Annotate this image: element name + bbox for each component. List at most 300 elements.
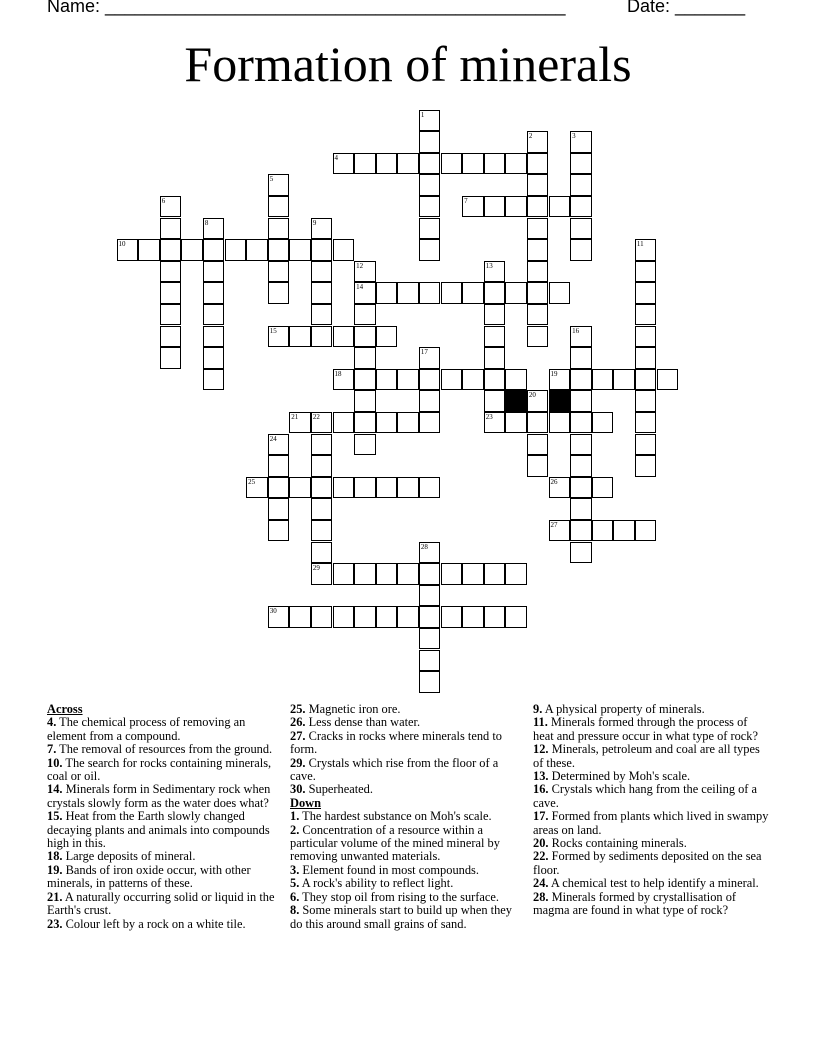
grid-cell[interactable] bbox=[203, 261, 225, 283]
clue-num: 5. bbox=[290, 876, 300, 891]
clue-number: 2 bbox=[528, 132, 533, 141]
across-clue bbox=[47, 716, 283, 743]
grid-cell[interactable] bbox=[527, 218, 549, 240]
grid-cell[interactable] bbox=[527, 390, 549, 412]
clue-number: 24 bbox=[269, 434, 277, 443]
across-clue bbox=[290, 757, 526, 784]
grid-cell[interactable] bbox=[635, 282, 657, 304]
grid-cell[interactable] bbox=[333, 239, 355, 261]
grid-cell[interactable] bbox=[333, 412, 355, 434]
grid-cell[interactable] bbox=[635, 520, 657, 542]
clues-column-3 bbox=[533, 703, 769, 918]
grid-cell[interactable] bbox=[570, 434, 592, 456]
grid-cell[interactable] bbox=[311, 434, 333, 456]
grid-cell[interactable] bbox=[419, 369, 441, 391]
grid-cell[interactable] bbox=[268, 218, 290, 240]
grid-cell[interactable] bbox=[484, 412, 506, 434]
grid-cell[interactable] bbox=[354, 347, 376, 369]
grid-cell[interactable] bbox=[268, 520, 290, 542]
grid-cell[interactable] bbox=[203, 347, 225, 369]
grid-cell[interactable] bbox=[484, 282, 506, 304]
grid-cell[interactable] bbox=[527, 131, 549, 153]
clue-number: 23 bbox=[485, 412, 493, 421]
grid-cell[interactable] bbox=[419, 390, 441, 412]
grid-cell[interactable] bbox=[268, 455, 290, 477]
grid-cell[interactable] bbox=[397, 606, 419, 628]
clue-number: 28 bbox=[420, 542, 428, 551]
grid-cell[interactable] bbox=[246, 239, 268, 261]
grid-cell[interactable] bbox=[268, 606, 290, 628]
clue-num: 6. bbox=[290, 889, 300, 904]
grid-cell[interactable] bbox=[311, 261, 333, 283]
grid-cell[interactable] bbox=[376, 153, 398, 175]
grid-cell[interactable] bbox=[527, 326, 549, 348]
grid-cell[interactable] bbox=[570, 542, 592, 564]
clue-num: 3. bbox=[290, 862, 300, 877]
grid-cell[interactable] bbox=[462, 153, 484, 175]
grid-cell[interactable] bbox=[527, 412, 549, 434]
grid-cell[interactable] bbox=[570, 218, 592, 240]
grid-cell[interactable] bbox=[570, 520, 592, 542]
grid-cell[interactable] bbox=[484, 326, 506, 348]
clue-text: A rock's ability to reflect light. bbox=[301, 876, 454, 891]
grid-cell[interactable] bbox=[527, 196, 549, 218]
clue-num: 23. bbox=[47, 916, 63, 931]
grid-cell[interactable] bbox=[527, 434, 549, 456]
grid-cell[interactable] bbox=[333, 153, 355, 175]
grid-cell[interactable] bbox=[419, 153, 441, 175]
grid-cell[interactable] bbox=[289, 239, 311, 261]
grid-cell[interactable] bbox=[311, 455, 333, 477]
grid-cell[interactable] bbox=[354, 282, 376, 304]
clue-num: 15. bbox=[47, 809, 63, 824]
grid-cell[interactable] bbox=[657, 369, 679, 391]
clue-number: 19 bbox=[550, 369, 558, 378]
grid-cell[interactable] bbox=[505, 282, 527, 304]
grid-cell[interactable] bbox=[635, 434, 657, 456]
grid-cell[interactable] bbox=[311, 542, 333, 564]
down-clue bbox=[533, 837, 769, 850]
clue-num: 26. bbox=[290, 715, 306, 730]
grid-cell[interactable] bbox=[570, 326, 592, 348]
down-clue bbox=[290, 904, 526, 931]
grid-cell[interactable] bbox=[289, 412, 311, 434]
grid-cell[interactable] bbox=[311, 282, 333, 304]
grid-cell[interactable] bbox=[419, 542, 441, 564]
clue-number: 15 bbox=[269, 326, 277, 335]
clue-number: 21 bbox=[291, 412, 299, 421]
grid-cell[interactable] bbox=[333, 326, 355, 348]
clue-text: The chemical process of removing an element from a compound. bbox=[47, 715, 246, 743]
grid-cell[interactable] bbox=[527, 282, 549, 304]
across-clue bbox=[47, 864, 283, 891]
across-clue bbox=[290, 783, 526, 796]
grid-cell[interactable] bbox=[268, 434, 290, 456]
grid-cell[interactable] bbox=[635, 304, 657, 326]
clue-text: Minerals, petroleum and coal are all types of these. bbox=[533, 742, 760, 770]
across-clue bbox=[290, 730, 526, 757]
clue-number: 30 bbox=[269, 607, 277, 616]
grid-cell[interactable] bbox=[570, 196, 592, 218]
grid-cell[interactable] bbox=[441, 606, 463, 628]
clue-text: The search for rocks containing minerals, coal or oil. bbox=[47, 755, 272, 784]
grid-cell[interactable] bbox=[333, 369, 355, 391]
grid-cell[interactable] bbox=[246, 477, 268, 499]
down-clue bbox=[533, 770, 769, 783]
grid-cell[interactable] bbox=[549, 412, 571, 434]
clue-number: 1 bbox=[420, 110, 425, 119]
clue-text: Heat from the Earth slowly changed decaying plants and animals into compounds high in this. bbox=[47, 809, 270, 851]
grid-cell[interactable] bbox=[505, 606, 527, 628]
clue-num: 1. bbox=[290, 809, 300, 824]
grid-cell[interactable] bbox=[635, 347, 657, 369]
grid-cell[interactable] bbox=[441, 369, 463, 391]
clue-number: 3 bbox=[572, 132, 576, 141]
clue-number: 17 bbox=[420, 348, 428, 357]
grid-cell[interactable] bbox=[333, 563, 355, 585]
grid-cell[interactable] bbox=[570, 390, 592, 412]
clue-num: 11. bbox=[533, 715, 548, 730]
clue-text: Formed by sediments deposited on the sea floor. bbox=[533, 849, 762, 877]
clue-text: Crystals which hang from the ceiling of a cave. bbox=[533, 782, 758, 810]
clue-num: 24. bbox=[533, 876, 549, 891]
grid-cell[interactable] bbox=[635, 261, 657, 283]
grid-cell[interactable] bbox=[484, 369, 506, 391]
grid-cell[interactable] bbox=[160, 347, 182, 369]
grid-cell[interactable] bbox=[570, 477, 592, 499]
grid-cell[interactable] bbox=[505, 153, 527, 175]
grid-cell[interactable] bbox=[613, 369, 635, 391]
grid-cell[interactable] bbox=[527, 304, 549, 326]
grid-cell[interactable] bbox=[311, 239, 333, 261]
grid-cell[interactable] bbox=[570, 455, 592, 477]
grid-cell[interactable] bbox=[419, 585, 441, 607]
down-heading: Down bbox=[290, 795, 321, 810]
clues-column-2 bbox=[290, 703, 526, 931]
clue-text: Crystals which rise from the floor of a cave. bbox=[290, 755, 499, 784]
grid-cell[interactable] bbox=[397, 477, 419, 499]
grid-cell[interactable] bbox=[592, 369, 614, 391]
clue-text: A physical property of minerals. bbox=[544, 702, 705, 716]
clue-text: Formed from plants which lived in swampy areas on land. bbox=[533, 809, 769, 837]
grid-cell[interactable] bbox=[160, 282, 182, 304]
down-clue bbox=[290, 810, 526, 823]
down-clue bbox=[533, 716, 769, 743]
grid-cell[interactable] bbox=[419, 650, 441, 672]
across-clue bbox=[47, 850, 283, 863]
grid-cell[interactable] bbox=[635, 326, 657, 348]
grid-cell[interactable] bbox=[354, 412, 376, 434]
grid-cell[interactable] bbox=[570, 412, 592, 434]
grid-cell[interactable] bbox=[397, 282, 419, 304]
grid-cell[interactable] bbox=[505, 369, 527, 391]
grid-cell[interactable] bbox=[376, 606, 398, 628]
grid-cell[interactable] bbox=[376, 282, 398, 304]
grid-cell[interactable] bbox=[484, 563, 506, 585]
grid-cell[interactable] bbox=[505, 412, 527, 434]
clues-column-1 bbox=[47, 703, 283, 931]
grid-cell[interactable] bbox=[462, 563, 484, 585]
clue-text: Rocks containing minerals. bbox=[551, 836, 687, 851]
grid-cell[interactable] bbox=[311, 412, 333, 434]
grid-cell[interactable] bbox=[311, 498, 333, 520]
clue-number: 18 bbox=[334, 369, 342, 378]
grid-cell[interactable] bbox=[592, 520, 614, 542]
grid-cell[interactable] bbox=[354, 326, 376, 348]
grid-cell[interactable] bbox=[354, 563, 376, 585]
grid-cell[interactable] bbox=[441, 282, 463, 304]
grid-cell[interactable] bbox=[268, 498, 290, 520]
grid-cell[interactable] bbox=[549, 477, 571, 499]
grid-cell[interactable] bbox=[484, 261, 506, 283]
clue-num: 13. bbox=[533, 769, 549, 784]
grid-cell[interactable] bbox=[376, 369, 398, 391]
clue-num: 18. bbox=[47, 849, 63, 864]
grid-cell[interactable] bbox=[570, 369, 592, 391]
grid-cell[interactable] bbox=[160, 261, 182, 283]
grid-cell[interactable] bbox=[549, 196, 571, 218]
clue-number: 20 bbox=[528, 391, 536, 400]
grid-cell[interactable] bbox=[268, 261, 290, 283]
down-clue bbox=[533, 743, 769, 770]
grid-cell[interactable] bbox=[462, 196, 484, 218]
clue-num: 14. bbox=[47, 782, 63, 797]
grid-cell[interactable] bbox=[311, 606, 333, 628]
across-clue bbox=[47, 918, 283, 931]
grid-cell[interactable] bbox=[635, 412, 657, 434]
grid-cell[interactable] bbox=[419, 174, 441, 196]
clue-text: The removal of resources from the ground. bbox=[59, 742, 273, 757]
across-clue bbox=[47, 743, 283, 756]
grid-cell[interactable] bbox=[419, 412, 441, 434]
down-clue bbox=[290, 824, 526, 864]
clue-text: Magnetic iron ore. bbox=[308, 702, 401, 716]
clue-number: 26 bbox=[550, 477, 558, 486]
clue-number: 12 bbox=[356, 261, 364, 270]
grid-cell[interactable] bbox=[203, 218, 225, 240]
grid-cell[interactable] bbox=[549, 282, 571, 304]
grid-cell[interactable] bbox=[203, 326, 225, 348]
grid-cell[interactable] bbox=[592, 477, 614, 499]
date-field[interactable]: Date: _______ bbox=[627, 0, 746, 16]
clue-num: 20. bbox=[533, 836, 549, 851]
grid-cell[interactable] bbox=[397, 563, 419, 585]
grid-cell[interactable] bbox=[484, 347, 506, 369]
grid-cell[interactable] bbox=[354, 390, 376, 412]
across-clue bbox=[290, 716, 526, 729]
grid-cell[interactable] bbox=[592, 412, 614, 434]
grid-cell[interactable] bbox=[419, 347, 441, 369]
grid-cell[interactable] bbox=[484, 390, 506, 412]
grid-cell[interactable] bbox=[527, 455, 549, 477]
grid-cell[interactable] bbox=[289, 326, 311, 348]
grid-cell[interactable] bbox=[527, 174, 549, 196]
clue-number: 10 bbox=[118, 240, 126, 249]
across-clue bbox=[47, 783, 283, 810]
grid-cell[interactable] bbox=[570, 153, 592, 175]
clue-num: 27. bbox=[290, 728, 306, 743]
clue-num: 12. bbox=[533, 742, 549, 757]
down-clue bbox=[290, 891, 526, 904]
grid-cell[interactable] bbox=[419, 282, 441, 304]
grid-cell[interactable] bbox=[333, 606, 355, 628]
grid-cell[interactable] bbox=[354, 153, 376, 175]
grid-cell[interactable] bbox=[527, 261, 549, 283]
grid-cell[interactable] bbox=[613, 520, 635, 542]
grid-cell[interactable] bbox=[419, 239, 441, 261]
across-clue bbox=[47, 810, 283, 850]
grid-cell[interactable] bbox=[160, 218, 182, 240]
clue-num: 17. bbox=[533, 809, 549, 824]
grid-cell[interactable] bbox=[289, 477, 311, 499]
grid-cell[interactable] bbox=[397, 369, 419, 391]
name-field[interactable]: Name: ______________________________________________ bbox=[47, 0, 566, 16]
clue-num: 19. bbox=[47, 862, 63, 877]
grid-cell[interactable] bbox=[311, 563, 333, 585]
grid-cell[interactable] bbox=[484, 304, 506, 326]
grid-cell[interactable] bbox=[419, 196, 441, 218]
clue-number: 29 bbox=[312, 564, 320, 573]
grid-cell[interactable] bbox=[354, 606, 376, 628]
clue-text: A chemical test to help identify a mineral. bbox=[550, 876, 759, 891]
down-clue bbox=[533, 877, 769, 890]
down-clue bbox=[533, 891, 769, 918]
grid-cell[interactable] bbox=[203, 304, 225, 326]
grid-cell[interactable] bbox=[376, 412, 398, 434]
clue-num: 21. bbox=[47, 889, 63, 904]
grid-cell[interactable] bbox=[181, 239, 203, 261]
clue-text: Colour left by a rock on a white tile. bbox=[65, 916, 246, 931]
grid-cell[interactable] bbox=[268, 196, 290, 218]
clue-text: Superheated. bbox=[308, 782, 373, 797]
down-clue bbox=[533, 850, 769, 877]
grid-cell[interactable] bbox=[160, 326, 182, 348]
grid-cell[interactable] bbox=[462, 606, 484, 628]
grid-cell[interactable] bbox=[419, 606, 441, 628]
grid-cell[interactable] bbox=[570, 347, 592, 369]
clue-number: 4 bbox=[334, 153, 338, 162]
grid-cell[interactable] bbox=[549, 369, 571, 391]
grid-cell[interactable] bbox=[527, 239, 549, 261]
grid-cell[interactable] bbox=[505, 196, 527, 218]
grid-cell[interactable] bbox=[419, 628, 441, 650]
grid-cell[interactable] bbox=[268, 282, 290, 304]
grid-cell[interactable] bbox=[354, 477, 376, 499]
grid-cell[interactable] bbox=[635, 390, 657, 412]
grid-cell[interactable] bbox=[527, 153, 549, 175]
grid-cell[interactable] bbox=[570, 131, 592, 153]
grid-cell[interactable] bbox=[203, 239, 225, 261]
clue-number: 11 bbox=[636, 240, 644, 249]
grid-cell[interactable] bbox=[160, 196, 182, 218]
grid-cell[interactable] bbox=[505, 563, 527, 585]
grid-cell[interactable] bbox=[419, 131, 441, 153]
clue-text: They stop oil from rising to the surface. bbox=[302, 889, 500, 904]
clue-number: 8 bbox=[204, 218, 209, 227]
across-clue bbox=[47, 891, 283, 918]
grid-cell[interactable] bbox=[419, 477, 441, 499]
clue-num: 4. bbox=[47, 715, 57, 730]
grid-cell[interactable] bbox=[376, 477, 398, 499]
clue-number: 25 bbox=[248, 477, 256, 486]
grid-cell[interactable] bbox=[484, 606, 506, 628]
grid-cell[interactable] bbox=[333, 477, 355, 499]
grid-cell[interactable] bbox=[419, 671, 441, 693]
grid-cell[interactable] bbox=[441, 153, 463, 175]
grid-cell[interactable] bbox=[311, 218, 333, 240]
grid-cell[interactable] bbox=[311, 326, 333, 348]
grid-cell[interactable] bbox=[635, 239, 657, 261]
grid-cell[interactable] bbox=[441, 563, 463, 585]
grid-cell[interactable] bbox=[354, 261, 376, 283]
clue-num: 9. bbox=[533, 702, 543, 716]
clue-number: 27 bbox=[550, 520, 558, 529]
grid-cell[interactable] bbox=[354, 434, 376, 456]
grid-cell[interactable] bbox=[376, 326, 398, 348]
grid-cell[interactable] bbox=[268, 239, 290, 261]
clue-text: The hardest substance on Moh's scale. bbox=[302, 809, 492, 824]
clue-num: 2. bbox=[290, 822, 300, 837]
grid-cell[interactable] bbox=[419, 218, 441, 240]
clue-number: 22 bbox=[312, 412, 320, 421]
clue-number: 16 bbox=[572, 326, 580, 335]
grid-cell[interactable] bbox=[570, 239, 592, 261]
grid-cell[interactable] bbox=[419, 563, 441, 585]
grid-cell[interactable] bbox=[268, 477, 290, 499]
grid-cell[interactable] bbox=[376, 563, 398, 585]
grid-cell[interactable] bbox=[289, 606, 311, 628]
grid-cell[interactable] bbox=[397, 412, 419, 434]
grid-cell[interactable] bbox=[354, 304, 376, 326]
grid-cell[interactable] bbox=[138, 239, 160, 261]
clue-num: 25. bbox=[290, 702, 306, 716]
clue-number: 5 bbox=[269, 175, 274, 184]
clue-num: 10. bbox=[47, 755, 63, 770]
grid-cell[interactable] bbox=[484, 153, 506, 175]
grid-cell[interactable] bbox=[268, 326, 290, 348]
grid-cell[interactable] bbox=[225, 239, 247, 261]
grid-cell[interactable] bbox=[397, 153, 419, 175]
grid-cell[interactable] bbox=[311, 520, 333, 542]
grid-cell[interactable] bbox=[462, 369, 484, 391]
clue-number: 6 bbox=[161, 196, 166, 205]
grid-cell[interactable] bbox=[462, 282, 484, 304]
grid-cell[interactable] bbox=[268, 174, 290, 196]
grid-cell[interactable] bbox=[117, 239, 139, 261]
grid-cell[interactable] bbox=[570, 174, 592, 196]
down-clue bbox=[533, 810, 769, 837]
grid-cell[interactable] bbox=[419, 110, 441, 132]
grid-cell[interactable] bbox=[354, 369, 376, 391]
grid-cell[interactable] bbox=[635, 369, 657, 391]
page-title: Formation of minerals bbox=[184, 36, 632, 92]
grid-cell[interactable] bbox=[203, 282, 225, 304]
grid-cell[interactable] bbox=[311, 477, 333, 499]
clue-text: Less dense than water. bbox=[308, 715, 421, 730]
grid-cell[interactable] bbox=[570, 498, 592, 520]
grid-cell[interactable] bbox=[160, 304, 182, 326]
grid-cell[interactable] bbox=[635, 455, 657, 477]
across-heading: Across bbox=[47, 702, 83, 716]
grid-cell[interactable] bbox=[311, 304, 333, 326]
grid-cell[interactable] bbox=[160, 239, 182, 261]
grid-cell[interactable] bbox=[549, 520, 571, 542]
clue-text: Minerals formed by crystallisation of magma are found in what type of rock? bbox=[533, 889, 737, 918]
grid-cell[interactable] bbox=[484, 196, 506, 218]
clue-num: 29. bbox=[290, 755, 306, 770]
clue-text: Some minerals start to build up when they do this around small grains of sand. bbox=[290, 903, 512, 931]
grid-cell[interactable] bbox=[203, 369, 225, 391]
